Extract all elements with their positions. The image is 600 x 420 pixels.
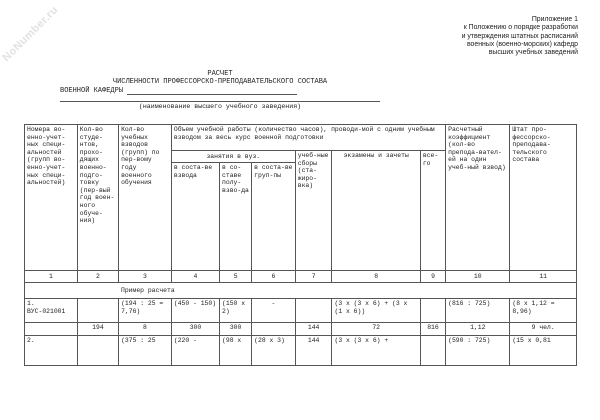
table-cell: 9 чел. [510, 323, 577, 336]
table-header-row [25, 125, 577, 151]
calculation-table [24, 124, 577, 366]
table-cell: (8 x 1,12 = 8,96) [510, 299, 577, 323]
heading-department [60, 87, 380, 95]
column-number: 1 [25, 271, 78, 283]
header-cell: занятия в вуз. [171, 151, 295, 163]
table-row [25, 336, 577, 366]
table-cell: 144 [295, 336, 332, 366]
column-number: 9 [420, 271, 445, 283]
table-cell [295, 299, 332, 323]
table-cell [25, 323, 78, 336]
header-cell: Расчетный коэффициент (кол-во препода-вател-ей на один учеб-ный взвод) [446, 125, 510, 271]
column-number: 3 [119, 271, 172, 283]
table-cell: (150 x 2) [220, 299, 252, 323]
table-cell: (450 - 150) [171, 299, 219, 323]
appendix-line: и утверждения штатных расписаний [461, 32, 578, 40]
header-cell: Объем учебной работы (количество часов), проводи-мой с одним учебным взводом за весь курс военной подготовки [171, 125, 445, 151]
example-row [25, 283, 577, 299]
table-cell: 72 [332, 323, 420, 336]
table-cell: (15 x 0,81 [510, 336, 577, 366]
table-cell [77, 299, 118, 323]
column-number: 7 [295, 271, 332, 283]
header-cell: все-го [420, 151, 445, 271]
heading-line: ВОЕННОЙ КАФЕДРЫ [60, 86, 124, 95]
table-cell: (98 x [220, 336, 252, 366]
column-number: 6 [252, 271, 296, 283]
university-label: (наименование высшего учебного заведения) [138, 103, 302, 110]
table-cell: (590 : 725) [446, 336, 510, 366]
column-number: 2 [77, 271, 118, 283]
table-cell [420, 336, 445, 366]
table-cell: (28 x 3) [252, 336, 296, 366]
table-cell: 8 [119, 323, 172, 336]
appendix-note [462, 16, 578, 57]
example-label: Пример расчета [25, 283, 577, 299]
table-cell [420, 299, 445, 323]
column-number-row [25, 271, 577, 283]
table-cell: (3 x (3 x 6) + (3 x (1 x 6)) [332, 299, 420, 323]
table-cell: 1. ВУС-021001 [25, 299, 78, 323]
column-number: 8 [332, 271, 420, 283]
table-cell: (3 x (3 x 6) + [332, 336, 420, 366]
table-cell: 300 [220, 323, 252, 336]
appendix-line: военных (военно-морских) кафедр [466, 40, 578, 48]
table-cell: 300 [171, 323, 219, 336]
table-cell: (375 : 25 [119, 336, 172, 366]
university-blank-line [60, 101, 380, 102]
appendix-line: к Положению о порядке разработки [463, 24, 578, 32]
column-number: 4 [171, 271, 219, 283]
table-cell: (220 - [171, 336, 219, 366]
department-blank-line [127, 87, 297, 95]
header-cell: экзамены и зачеты [332, 151, 420, 271]
column-number: 5 [220, 271, 252, 283]
table-row [25, 323, 577, 336]
heading-line: ЧИСЛЕННОСТИ ПРОФЕССОРСКО-ПРЕПОДАВАТЕЛЬСКОГО СОСТАВА [112, 78, 328, 87]
table-cell: 144 [295, 323, 332, 336]
table-cell [77, 336, 118, 366]
table-cell: (194 : 25 = 7,76) [119, 299, 172, 323]
table-row [25, 299, 577, 323]
table-cell: - [252, 299, 296, 323]
header-cell: в соста-ве груп-пы [252, 163, 296, 271]
header-cell: в со-ставе полу-взво-да [220, 163, 252, 271]
header-cell: учеб-ные сборы (ста-жиро-вка) [295, 151, 332, 271]
table-cell: 194 [77, 323, 118, 336]
table-cell: (816 : 725) [446, 299, 510, 323]
table-cell: 816 [420, 323, 445, 336]
column-number: 11 [510, 271, 577, 283]
appendix-line: Приложение 1 [531, 16, 578, 23]
appendix-line: высших учебных заведений [488, 49, 578, 57]
table-cell: 2. [25, 336, 78, 366]
column-number: 10 [446, 271, 510, 283]
table-cell [252, 323, 296, 336]
table-cell: 1,12 [446, 323, 510, 336]
header-cell: Номера во-енно-учет-ных специ-альностей (групп во-енно-учет-ных специ-альностей) [25, 125, 78, 271]
header-cell: Штат про-фессорско-преподава-тельского состава [510, 125, 577, 271]
heading-word: РАСЧЕТ [207, 70, 233, 78]
document-heading [60, 70, 380, 95]
header-cell: Кол-во учебных взводов (групп) по пер-вому году военного обучения [119, 125, 172, 271]
watermark: NoNumber.ru [0, 3, 61, 65]
header-cell: в соста-ве взвода [171, 163, 219, 271]
header-cell: Кол-во студе-нтов, прохо-дящих военно-подго-товку (пер-вый год воен-ного обуче-ния) [77, 125, 118, 271]
